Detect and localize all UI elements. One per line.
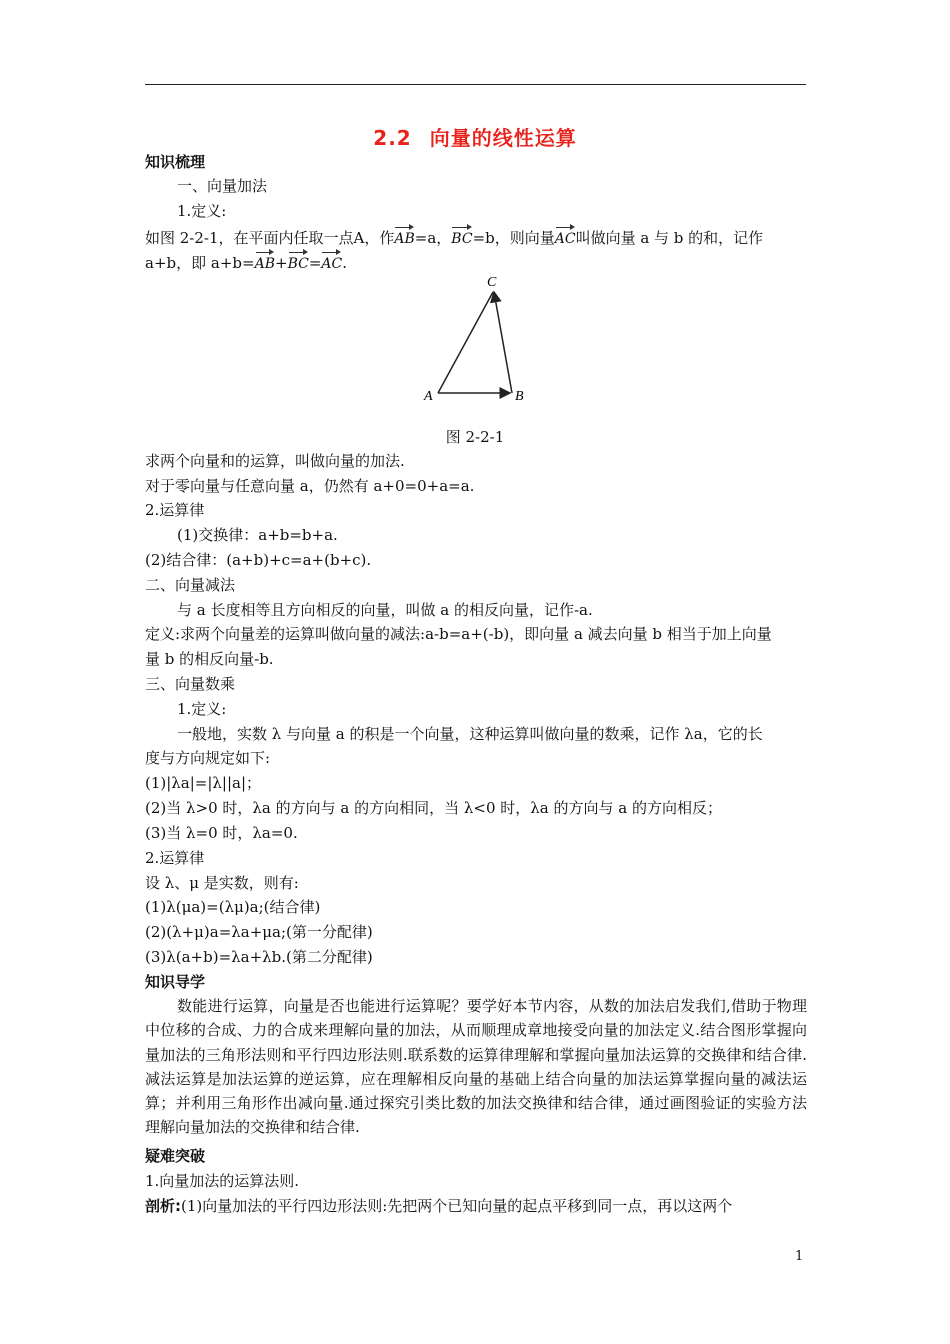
vector-bc-2: BC [288,250,309,274]
scalar-rule-1: (1)|λa|=|λ||a|； [145,774,262,792]
def-text-d: 叫做向量 a 与 b 的和，记作 [575,229,764,247]
scalar-def-line1: 一般地，实数 λ 与向量 a 的积是一个向量，这种运算叫做向量的数乘，记作 λa，它的长 [177,725,763,743]
vector-subtraction-title: 二、向量减法 [145,576,236,594]
guide-paragraph: 数能进行运算，向量是否也能进行运算呢？要学好本节内容，从数的加法启发我们,借助于物理中位移的合成、力的合成来理解向量的加法，从而顺理成章地接受向量的加法定义.结合图形掌握向量加法的三角形法则和平行四边形法则.联系数的运算律理解和掌握向量加法运算的交换律和结合律.减法运算是加法运算的逆运算，应在理解相反向量的基础上结合向量的加法运算掌握向量的减法运算；并利用三角形作出减向量.通过探究引类比数的加法交换律和结合律，通过画图验证的实验方法理解向量加法的交换律和结合律. [145,997,807,1137]
vector-bc: BC [451,225,472,249]
heading-difficulty: 疑难突破 [145,1147,206,1165]
addition-definition-sum: 求两个向量和的运算，叫做向量的加法. [145,452,405,470]
addition-definition-line2: a+b，即 a+b=AB+BC=AC. [145,250,807,274]
vector-ab: AB [394,225,414,249]
scalar-rule-2: (2)当 λ>0 时，λa 的方向与 a 的方向相同，当 λ<0 时，λa 的方向与 a 的方向相反； [145,799,722,817]
difficulty-item-1: 1.向量加法的运算法则. [145,1172,300,1190]
zero-vector-rule: 对于零向量与任意向量 a，仍然有 a+0=0+a=a. [145,477,475,495]
header-rule [145,84,806,85]
scalar-law-intro: 设 λ、μ 是实数，则有: [145,874,299,892]
definition-label: 1.定义: [177,202,227,220]
scalar-law-2: (2)(λ+μ)a=λa+μa;(第一分配律) [145,923,373,941]
analysis-text: (1)向量加法的平行四边形法则:先把两个已知向量的起点平移到同一点，再以这两个 [181,1197,733,1215]
vector-ac-2: AC [321,250,342,274]
scalar-mult-title: 三、向量数乘 [145,675,236,693]
scalar-def-label: 1.定义: [177,700,227,718]
scalar-law-3: (3)λ(a+b)=λa+λb.(第二分配律) [145,948,373,966]
section-number: 2.2 [373,126,412,150]
analysis-label: 剖析: [145,1197,181,1215]
def-text-e: a+b，即 a+b= [145,254,255,272]
analysis-line [145,1196,807,1216]
subtraction-def-line2: 量 b 的相反向量-b. [145,650,274,668]
commutative-law: (1)交换律：a+b=b+a. [177,526,338,544]
heading-knowledge-review: 知识梳理 [145,153,206,171]
scalar-law-label: 2.运算律 [145,849,205,867]
page-number: 1 [795,1249,804,1264]
figure-caption: 图 2-2-1 [445,428,505,446]
scalar-law-1: (1)λ(μa)=(λμ)a;(结合律) [145,898,321,916]
associative-law: (2)结合律：(a+b)+c=a+(b+c). [145,551,372,569]
vector-ab-2: AB [255,250,275,274]
point-b-label: B [515,389,524,404]
point-a-label: A [424,389,433,404]
vector-addition-title: 一、向量加法 [177,177,268,195]
triangle-figure [418,268,538,408]
scalar-def-line2: 度与方向规定如下: [145,749,271,767]
def-text-c: =b，则向量 [472,229,555,247]
opposite-vector-def: 与 a 长度相等且方向相反的向量，叫做 a 的相反向量，记作-a. [177,601,593,619]
def-text-end: . [342,254,348,272]
heading-knowledge-guide: 知识导学 [145,973,206,991]
addition-definition-line1 [145,225,807,249]
subtraction-def-line1: 定义:求两个向量差的运算叫做向量的减法:a-b=a+(-b)，即向量 a 减去向量 b 相当于加上向量 [145,625,772,643]
addition-law-label: 2.运算律 [145,501,205,519]
section-title-text: 向量的线性运算 [429,126,577,150]
vector-bc-arrow [494,292,512,393]
vector-ac: AC [555,225,576,249]
section-title [0,122,950,151]
def-text-a: 如图 2-2-1，在平面内任取一点A，作 [145,229,395,247]
scalar-rule-3: (3)当 λ=0 时，λa=0. [145,824,298,842]
vector-ac-line [438,292,493,393]
def-text-b: =a， [414,229,452,247]
point-c-label: C [487,275,497,290]
